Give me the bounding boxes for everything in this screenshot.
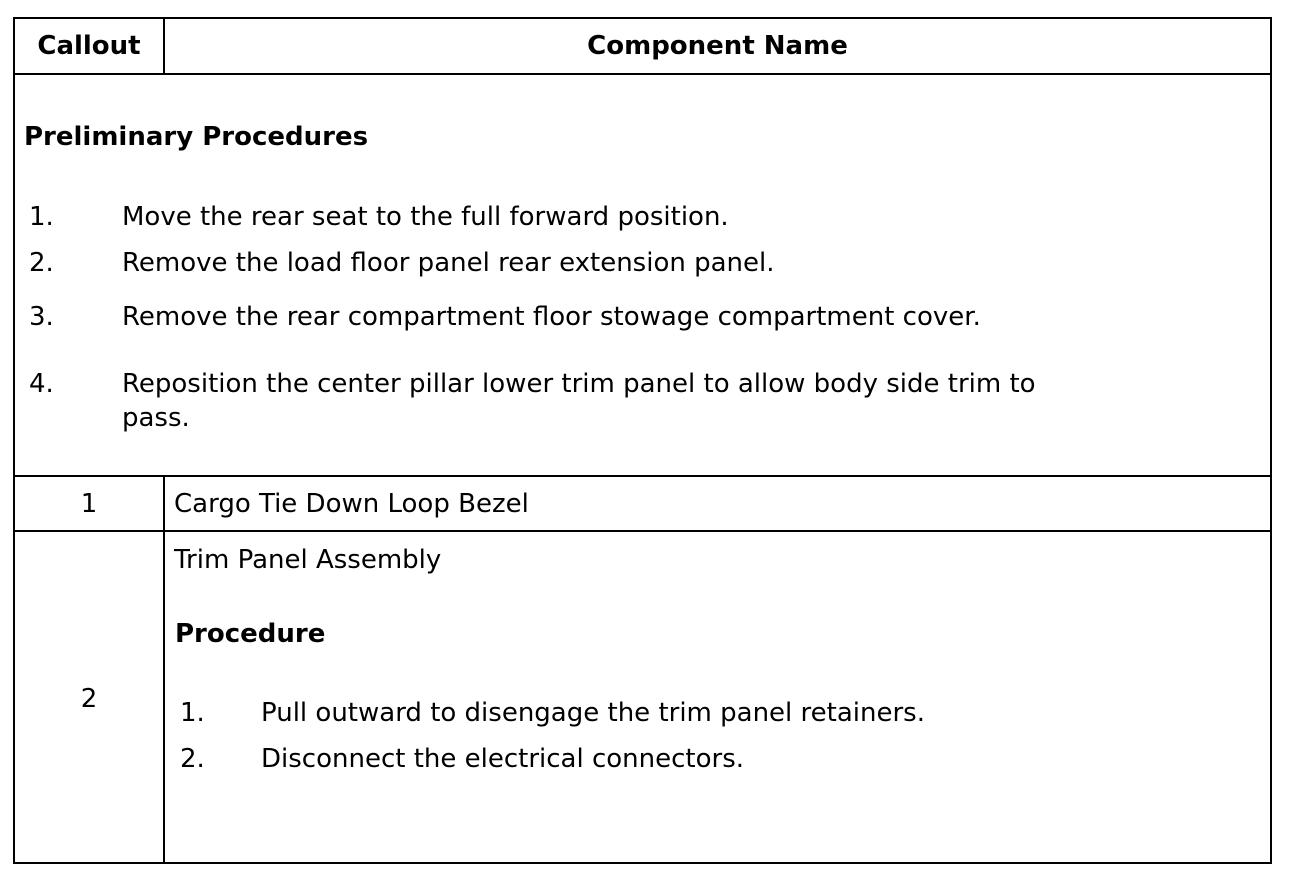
row2-callout: 2 (80, 684, 98, 714)
header-divider (15, 73, 1270, 75)
row1-divider (15, 530, 1270, 532)
preliminary-step-3-text: Remove the rear compartment floor stowage compartment cover. (122, 302, 981, 332)
preliminary-title: Preliminary Procedures (24, 122, 369, 152)
header-component-name: Component Name (587, 31, 848, 61)
preliminary-step-4-text: Reposition the center pillar lower trim panel to allow body side trim to (122, 369, 1036, 399)
row1-callout: 1 (80, 489, 98, 519)
preliminary-step-2-text: Remove the load floor panel rear extension panel. (122, 248, 775, 278)
preliminary-step-1-text: Move the rear seat to the full forward position. (122, 202, 729, 232)
row2-step-1-number: 1. (180, 698, 205, 728)
preliminary-step-4-number: 4. (29, 369, 54, 399)
row2-step-2-number: 2. (180, 744, 205, 774)
preliminary-divider (15, 475, 1270, 477)
preliminary-step-3-number: 3. (29, 302, 54, 332)
row2-step-2-text: Disconnect the electrical connectors. (261, 744, 745, 774)
preliminary-step-1-number: 1. (29, 202, 54, 232)
component-table (13, 17, 1272, 864)
body-column-divider (163, 475, 165, 862)
row2-procedure-title: Procedure (175, 619, 326, 649)
row1-component-name: Cargo Tie Down Loop Bezel (174, 489, 529, 519)
preliminary-step-2-number: 2. (29, 248, 54, 278)
row2-step-1-text: Pull outward to disengage the trim panel retainers. (261, 698, 925, 728)
preliminary-step-4-text-continued: pass. (122, 403, 190, 433)
row2-component-name: Trim Panel Assembly (174, 545, 442, 575)
header-callout: Callout (37, 31, 141, 61)
